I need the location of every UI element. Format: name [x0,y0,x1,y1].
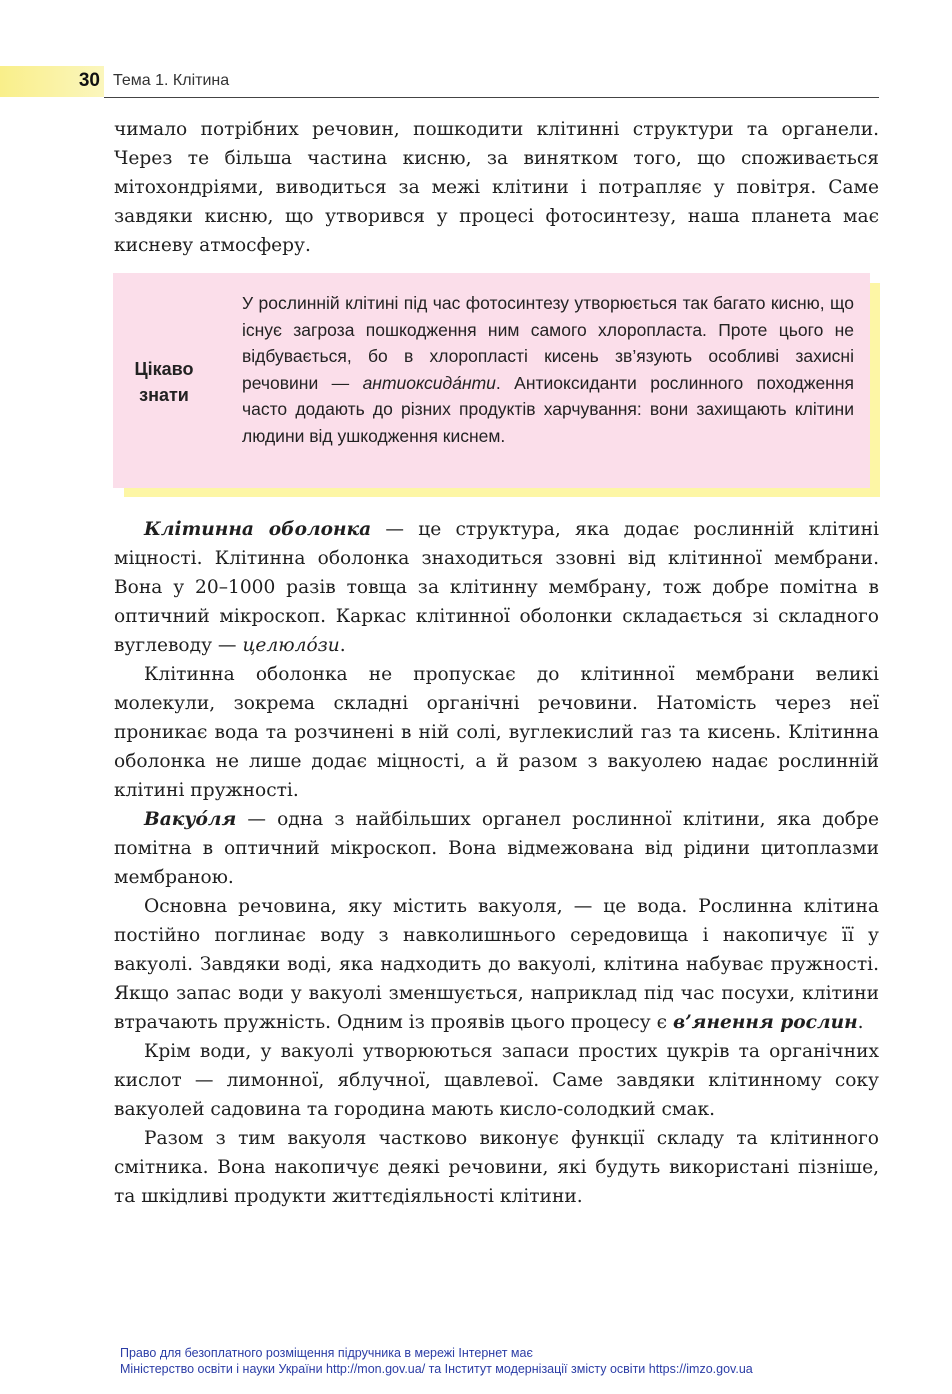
info-label-line2: знати [139,385,189,405]
intro-text [114,115,879,260]
term-vacuole: Вакуо́ля [144,809,237,830]
intro-paragraph: чимало потрібних речовин, пошкодити клітинні структури та органели. Через те більша частина кисню, за винятком того, що споживається мітохондріями, виводиться за межі клітини і потрапляє у повітря. Саме завдяки кисню, що утворився у процесі фотосинтезу, наша планета має кисневу атмосферу. [114,119,879,256]
footer-line2: Міністерство освіти і науки України http://mon.gov.ua/ та Інститут модернізації змісту освіти https://imzo.gov.ua [120,1362,753,1376]
paragraph-vacuole [114,805,879,892]
page-header [0,66,880,98]
paragraph-cell-wall [114,515,879,660]
footer-line1: Право для безоплатного розміщення підручника в мережі Інтернет має [120,1346,533,1360]
paragraph-vacuole-water-end: . [857,1012,864,1033]
paragraph-cell-wall-function: Клітинна оболонка не пропускає до клітинної мембрани великі молекули, зокрема складні органічні речовини. Натомість через неї проникає вода та розчинені в ній солі, вуглекислий газ та кисень. Клітинна оболонка не лише додає міцності, а й разом з вакуолею надає рослинній клітині пружності. [114,664,879,801]
paragraph-vacuole-water-text: Основна речовина, яку містить вакуоля, — це вода. Рослинна клітина постійно поглинає воду з навколишнього середовища і накопичує її у вакуолі. Завдяки воді, яка надходить до вакуолі, клітина набуває пружності. Якщо запас води у вакуолі зменшується, наприклад під час посухи, клітини втрачають пружність. Одним із проявів цього процесу є [114,896,879,1033]
term-wilting: в’янення рослин [672,1012,858,1033]
info-text-part1: У рослинній клітині під час фотосинтезу утворюється так багато кисню, що існує загроза пошкодження ним самого хлоропласта. Проте цього не відбувається, бо в хлоропласті кисень зв’язують особливі захисні речовини — [242,293,854,393]
main-text [114,515,879,1211]
header-divider [104,97,879,98]
term-cell-wall: Клітинна оболонка [144,519,372,540]
info-label-line1: Цікаво [134,359,194,379]
paragraph-vacuole-water [114,892,879,1037]
info-text-part2: . Антиоксиданти рослинного походження часто додають до різних продуктів харчування: вони захищають клітини людини від ушкодження киснем. [242,372,854,446]
term-cellulose: целюло́зи [242,635,340,656]
footer-notice [120,1345,753,1377]
info-term-antioxidants: антиоксида́нти [362,372,496,393]
info-box-text [242,290,854,449]
paragraph-vacuole-text: — одна з найбільших органел рослинної клітини, яка добре помітна в оптичний мікроскоп. Вона відмежована від рідини цитоплазми мембраною. [114,809,879,888]
paragraph-cell-wall-text: — це структура, яка додає рослинній клітині міцності. Клітинна оболонка знаходиться ззовні від клітинної мембрани. Вона у 20–1000 разів товща за клітинну мембрану, тож добре помітна в оптичний мікроскоп. Каркас клітинної оболонки складається зі складного вуглеводу — [114,519,880,656]
running-title: Тема 1. Клітина [113,72,230,89]
paragraph-cell-wall-end: . [339,635,346,656]
paragraph-vacuole-sugars: Крім води, у вакуолі утворюються запаси простих цукрів та органічних кислот — лимонної, яблучної, щавлевої. Саме завдяки клітинному соку вакуолей садовина та городина мають кисло-солодкий смак. [114,1041,879,1120]
info-box-label [120,356,208,408]
page-number: 30 [78,70,100,91]
paragraph-vacuole-storage: Разом з тим вакуоля частково виконує функції складу та клітинного смітника. Вона накопичує деякі речовини, які будуть використані пізніше, та шкідливі продукти життєдіяльності клітини. [114,1128,879,1207]
